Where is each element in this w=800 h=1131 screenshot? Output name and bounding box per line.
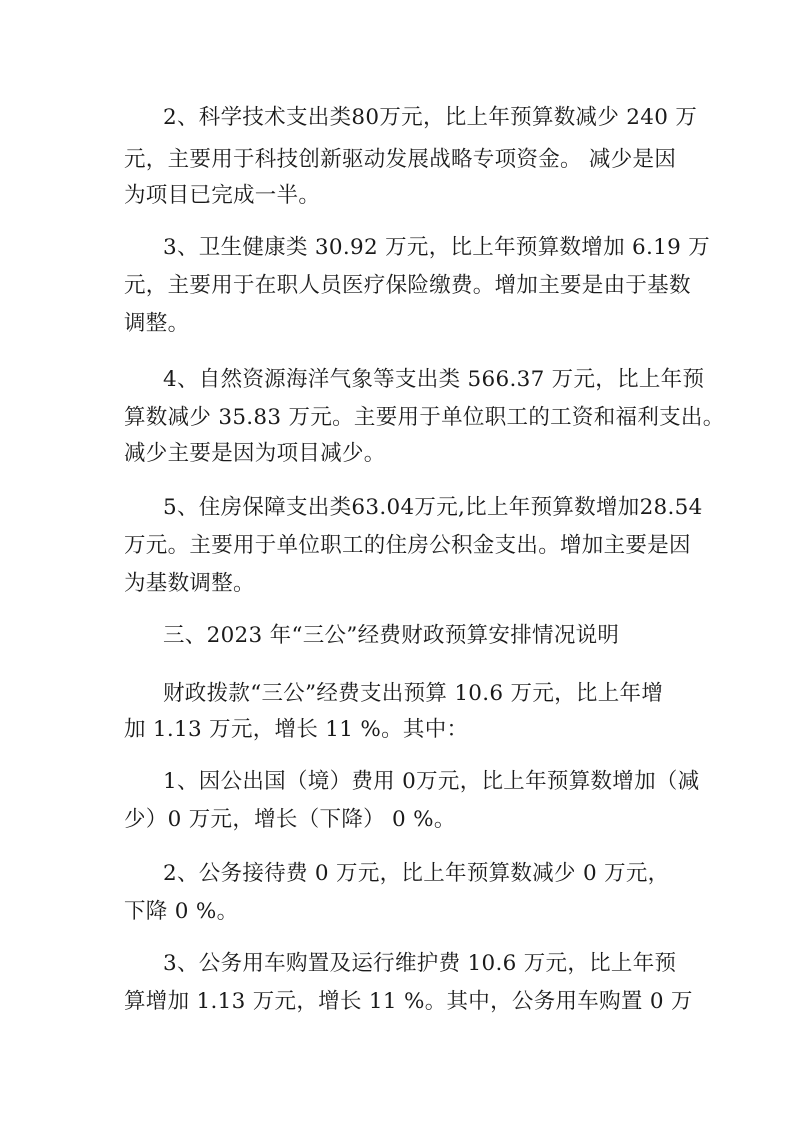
para-natural-resources-line-2: 算数减少 35.83 万元。主要用于单位职工的工资和福利支出。 [124,405,725,430]
para-natural-resources-line-3: 减少主要是因为项目减少。 [124,441,386,466]
para-housing-line-3: 为基数调整。 [124,571,255,596]
para-science-tech-line-2: 元，主要用于科技创新驱动发展战略专项资金。 减少是因 [124,147,677,172]
para-reception-line-2: 下降 0 %。 [124,899,239,924]
para-health-line-1: 3、卫生健康类 30.92 万元，比上年预算数增加 6.19 万 [163,235,711,260]
para-science-tech-line-3: 为项目已完成一半。 [124,183,321,208]
para-health-line-3: 调整。 [124,311,190,336]
para-vehicles-line-1: 3、公务用车购置及运行维护费 10.6 万元，比上年预 [163,951,677,976]
para-overseas-line-2: 少）0 万元，增长（下降） 0 %。 [124,807,456,832]
para-health-line-2: 元，主要用于在职人员医疗保险缴费。增加主要是由于基数 [124,273,691,298]
para-vehicles-line-2: 算增加 1.13 万元，增长 11 %。其中，公务用车购置 0 万 [124,989,693,1014]
para-science-tech-line-1: 2、科学技术支出类80万元，比上年预算数减少 240 万 [163,105,698,130]
para-overseas-line-1: 1、因公出国（境）费用 0万元，比上年预算数增加（减 [163,769,700,794]
para-housing-line-2: 万元。主要用于单位职工的住房公积金支出。增加主要是因 [124,533,691,558]
para-natural-resources-line-1: 4、自然资源海洋气象等支出类 566.37 万元，比上年预 [163,367,705,392]
para-summary-line-2: 加 1.13 万元，增长 11 %。其中： [124,717,469,742]
section-three-heading: 三、2023 年“三公”经费财政预算安排情况说明 [163,623,620,648]
para-reception-line-1: 2、公务接待费 0 万元，比上年预算数减少 0 万元， [163,861,670,886]
para-housing-line-1: 5、住房保障支出类63.04万元,比上年预算数增加28.54 [163,495,703,520]
para-summary-line-1: 财政拨款“三公”经费支出预算 10.6 万元，比上年增 [163,681,664,706]
